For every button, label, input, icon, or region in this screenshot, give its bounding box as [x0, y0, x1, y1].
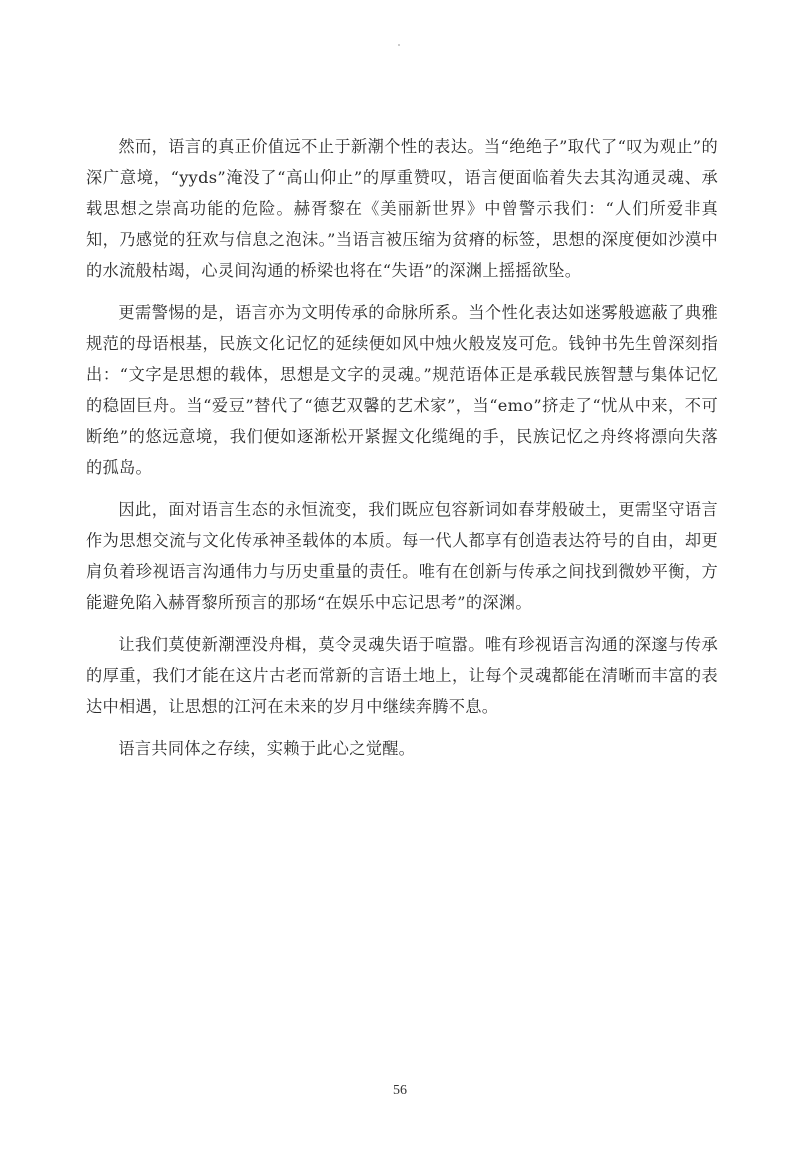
paragraph-1: 然而，语言的真正价值远不止于新潮个性的表达。当“绝绝子”取代了“叹为观止”的深广意境，“yyds”淹没了“高山仰止”的厚重赞叹，语言便面临着失去其沟通灵魂、承载思想之崇高功能的危险。赫胥黎在《美丽新世界》中曾警示我们：“人们所爱非真知，乃感觉的狂欢与信息之泡沫。”当语言被压缩为贫瘠的标签，思想的深度便如沙漠中的水流般枯竭，心灵间沟通的桥梁也将在“失语”的深渊上摇摇欲坠。 — [86, 137, 718, 280]
paragraph-5: 语言共同体之存续，实赖于此心之觉醒。 — [118, 739, 416, 758]
paragraph-4: 让我们莫使新潮湮没舟楫，莫令灵魂失语于喧嚣。唯有珍视语言沟通的深邃与传承的厚重，我们才能在这片古老而常新的言语土地上，让每个灵魂都能在清晰而丰富的表达中相遇，让思想的江河在未来的岁月中继续奔腾不息。 — [86, 635, 718, 716]
scan-mark — [398, 44, 400, 46]
paragraph-2: 更需警惕的是，语言亦为文明传承的命脉所系。当个性化表达如迷雾般遮蔽了典雅规范的母语根基，民族文化记忆的延续便如风中烛火般岌岌可危。钱钟书先生曾深刻指出：“文字是思想的载体，思想是文字的灵魂。”规范语体正是承载民族智慧与集体记忆的稳固巨舟。当“爱豆”替代了“德艺双馨的艺术家”，当“emo”挤走了“忧从中来，不可断绝”的悠远意境，我们便如逐渐松开紧握文化缆绳的手，民族记忆之舟终将漂向失落的孤岛。 — [86, 303, 718, 477]
page-number: 56 — [393, 1083, 407, 1098]
paragraph-3: 因此，面对语言生态的永恒流变，我们既应包容新词如春芽般破土，更需坚守语言作为思想交流与文化传承神圣载体的本质。每一代人都享有创造表达符号的自由，却更肩负着珍视语言沟通伟力与历史重量的责任。唯有在创新与传承之间找到微妙平衡，方能避免陷入赫胥黎所预言的那场“在娱乐中忘记思考”的深渊。 — [86, 500, 718, 612]
body-text — [86, 131, 718, 775]
